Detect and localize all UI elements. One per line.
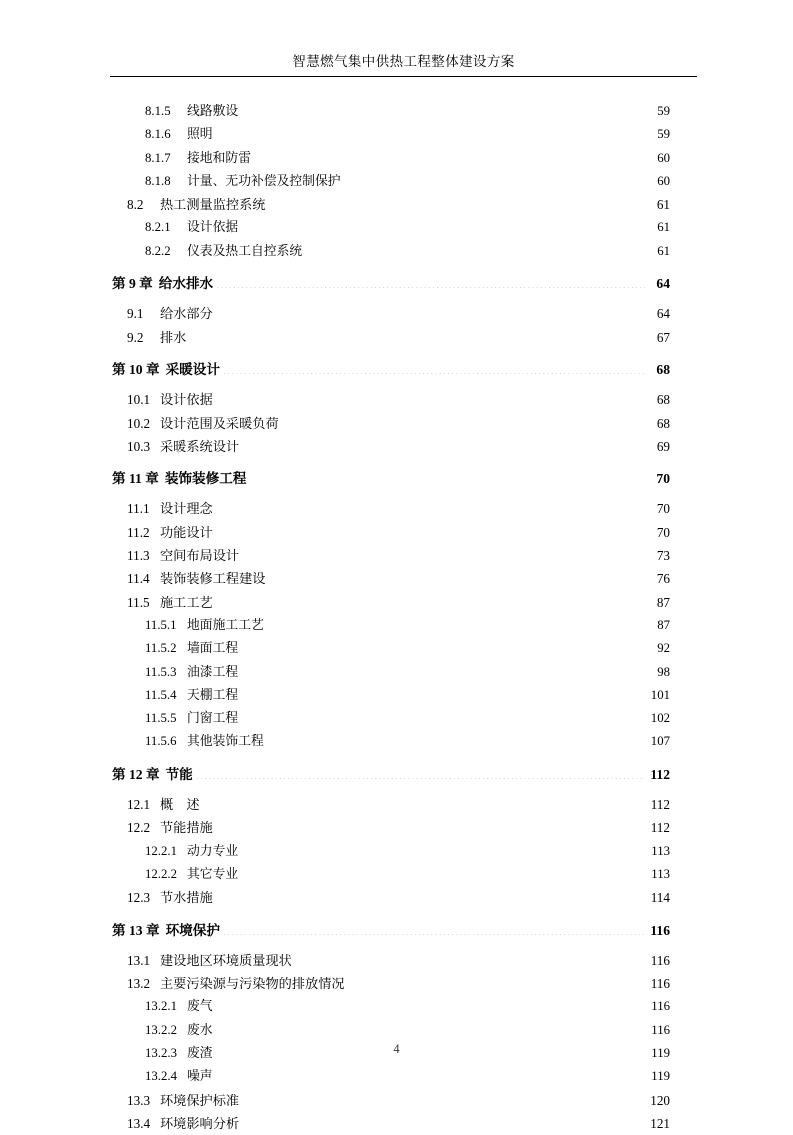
toc-entry-number: 8.2.1 — [145, 220, 171, 235]
toc-entry-label — [127, 567, 268, 590]
toc-entry-label — [145, 1019, 215, 1042]
toc-entry-label — [145, 863, 240, 886]
toc-dot-leader — [254, 149, 643, 162]
toc-entry-title: 其它专业 — [187, 866, 239, 881]
toc-entry-title: 设计理念 — [160, 501, 213, 517]
toc-entry-title: 给水排水 — [158, 276, 214, 292]
toc-entry-page-number: 76 — [656, 571, 670, 587]
toc-entry-label — [145, 123, 215, 146]
toc-entry-label — [127, 816, 215, 839]
toc-entry-page-number: 112 — [650, 820, 670, 836]
toc-entry-label — [112, 919, 222, 942]
toc-entry-title: 节能 — [165, 766, 193, 782]
toc-entry-label — [127, 1089, 241, 1112]
toc-entry-title: 环境影响分析 — [160, 1115, 240, 1131]
toc-entry-number: 13.4 — [127, 1115, 151, 1131]
toc-entry-title: 节水措施 — [160, 890, 213, 906]
toc-entry[interactable] — [0, 919, 793, 942]
toc-entry-number: 13.2.1 — [145, 999, 177, 1014]
toc-entry-label — [127, 388, 215, 411]
toc-entry-label — [127, 497, 215, 520]
toc-entry-title: 墙面工程 — [187, 641, 239, 656]
toc-entry-page-number: 113 — [651, 866, 670, 881]
toc-entry[interactable] — [0, 567, 793, 590]
toc-entry-number: 13.1 — [127, 952, 151, 968]
toc-dot-leader — [216, 126, 643, 139]
toc-dot-leader — [216, 819, 645, 832]
toc-entry-label — [127, 886, 215, 909]
toc-entry-page-number: 68 — [656, 415, 670, 431]
toc-entry-label — [127, 326, 188, 349]
toc-entry-label — [145, 995, 215, 1018]
toc-dot-leader — [269, 196, 646, 209]
toc-dot-leader — [242, 547, 645, 560]
toc-entry[interactable] — [0, 886, 793, 909]
toc-entry-number: 11.1 — [127, 501, 150, 517]
document-title: 智慧燃气集中供热工程整体建设方案 — [292, 54, 515, 69]
toc-entry[interactable] — [0, 1089, 793, 1112]
toc-dot-leader — [267, 616, 643, 629]
toc-entry-number: 12.2 — [127, 820, 151, 836]
toc-entry-page-number: 70 — [656, 501, 670, 517]
toc-entry-title: 线路敷设 — [187, 104, 239, 118]
toc-entry-page-number: 116 — [651, 1022, 670, 1037]
toc-entry-page-number: 114 — [650, 890, 670, 906]
toc-dot-leader — [282, 414, 645, 427]
toc-dot-leader — [242, 1091, 645, 1104]
toc-entry-page-number: 67 — [656, 329, 670, 345]
toc-entry-number: 第 10 章 — [112, 361, 160, 377]
toc-entry-label — [112, 467, 248, 490]
toc-entry-label — [145, 216, 240, 239]
toc-entry-page-number: 116 — [650, 922, 670, 938]
toc-dot-leader — [216, 889, 645, 902]
toc-entry[interactable] — [0, 467, 793, 490]
toc-dot-leader — [241, 865, 643, 878]
toc-dot-leader — [216, 500, 645, 513]
toc-entry-title: 门窗工程 — [187, 711, 239, 726]
toc-entry-number: 第 12 章 — [112, 766, 160, 782]
toc-entry-number: 9.1 — [127, 306, 144, 322]
toc-entry-number: 8.1.6 — [145, 127, 171, 142]
toc-entry-page-number: 60 — [657, 173, 670, 188]
toc-entry-label — [127, 302, 215, 325]
toc-entry-title: 地面施工工艺 — [187, 617, 264, 632]
toc-dot-leader — [216, 274, 645, 288]
toc-entry[interactable] — [0, 358, 793, 381]
toc-entry-page-number: 59 — [657, 104, 670, 118]
toc-entry[interactable] — [0, 521, 793, 544]
running-header — [110, 52, 697, 71]
toc-entry[interactable] — [0, 684, 793, 707]
toc-entry-title: 设计依据 — [187, 220, 239, 235]
toc-entry-page-number: 64 — [656, 276, 670, 292]
toc-entry-number: 第 9 章 — [112, 276, 153, 292]
toc-entry-title: 建设地区环境质量现状 — [160, 952, 292, 968]
toc-dot-leader — [242, 438, 645, 451]
toc-entry-page-number: 61 — [657, 220, 670, 235]
toc-entry[interactable] — [0, 1112, 793, 1135]
toc-dot-leader — [269, 570, 646, 583]
toc-entry[interactable] — [0, 591, 793, 614]
toc-entry[interactable] — [0, 435, 793, 458]
toc-dot-leader — [241, 219, 643, 232]
toc-entry-title: 计量、无功补偿及控制保护 — [187, 173, 341, 188]
toc-dot-leader — [241, 663, 643, 676]
toc-dot-leader — [241, 709, 643, 722]
toc-entry-page-number: 68 — [656, 361, 670, 377]
toc-entry-label — [145, 614, 266, 637]
toc-entry-title: 装饰装修工程 — [164, 471, 247, 487]
toc-entry-number: 10.2 — [127, 415, 151, 431]
toc-entry-page-number: 121 — [650, 1115, 670, 1131]
toc-dot-leader — [344, 172, 643, 185]
toc-entry[interactable] — [0, 840, 793, 863]
toc-entry[interactable] — [0, 995, 793, 1018]
toc-entry[interactable] — [0, 123, 793, 146]
toc-entry-title: 设计范围及采暖负荷 — [160, 415, 279, 431]
toc-entry-label — [145, 147, 253, 170]
toc-entry-page-number: 61 — [656, 197, 670, 213]
toc-entry[interactable] — [0, 972, 793, 995]
toc-entry[interactable] — [0, 1065, 793, 1088]
toc-entry[interactable] — [0, 637, 793, 660]
toc-entry-label — [127, 972, 347, 995]
toc-entry-number: 11.5 — [127, 594, 150, 610]
toc-entry-number: 10.3 — [127, 438, 151, 454]
toc-entry-title: 环境保护标准 — [160, 1092, 240, 1108]
toc-entry-page-number: 59 — [657, 127, 670, 142]
toc-dot-leader — [242, 1115, 645, 1128]
toc-entry-title: 节能措施 — [160, 820, 213, 836]
toc-entry-number: 11.2 — [127, 524, 150, 540]
toc-entry-number: 12.2.2 — [145, 866, 177, 881]
toc-dot-leader — [216, 524, 645, 537]
toc-entry-number: 10.1 — [127, 392, 151, 408]
toc-entry-label — [145, 707, 240, 730]
toc-entry-page-number: 120 — [650, 1092, 670, 1108]
toc-entry-number: 13.2 — [127, 976, 151, 992]
toc-entry-page-number: 116 — [650, 976, 670, 992]
toc-dot-leader — [348, 975, 645, 988]
toc-entry[interactable] — [0, 216, 793, 239]
toc-entry-label — [127, 193, 268, 216]
toc-entry-page-number: 112 — [650, 797, 670, 813]
toc-dot-leader — [241, 686, 643, 699]
toc-entry-page-number: 116 — [650, 952, 670, 968]
toc-entry-number: 11.5.3 — [145, 664, 177, 679]
toc-entry-label — [127, 1112, 241, 1135]
toc-entry-number: 12.3 — [127, 890, 151, 906]
toc-entry-page-number: 70 — [656, 471, 670, 487]
toc-entry-page-number: 119 — [651, 1069, 670, 1084]
toc-entry[interactable] — [0, 730, 793, 753]
toc-entry-title: 废气 — [187, 999, 213, 1014]
toc-entry-title: 接地和防雷 — [187, 150, 251, 165]
header-divider-rule — [110, 76, 697, 77]
toc-entry-title: 环境保护 — [165, 922, 220, 938]
toc-entry-label — [145, 1065, 215, 1088]
toc-entry-label — [145, 661, 240, 684]
toc-entry-number: 8.2 — [127, 197, 144, 213]
toc-entry-number: 11.4 — [127, 571, 150, 587]
toc-entry-page-number: 69 — [656, 438, 670, 454]
toc-entry[interactable] — [0, 326, 793, 349]
toc-entry-page-number: 102 — [650, 711, 670, 726]
toc-entry-label — [112, 358, 222, 381]
toc-dot-leader — [196, 765, 645, 779]
toc-dot-leader — [223, 360, 645, 374]
toc-entry-title: 其他装饰工程 — [187, 734, 264, 749]
toc-entry[interactable] — [0, 816, 793, 839]
toc-entry-number: 11.5.6 — [145, 734, 177, 749]
toc-entry-title: 油漆工程 — [187, 664, 239, 679]
toc-dot-leader — [216, 998, 643, 1011]
toc-entry[interactable] — [0, 240, 793, 263]
toc-dot-leader — [189, 328, 645, 341]
toc-entry-title: 给水部分 — [160, 306, 213, 322]
toc-entry-title: 概 述 — [160, 797, 200, 813]
toc-dot-leader — [241, 842, 643, 855]
toc-entry-page-number: 119 — [651, 1045, 670, 1060]
toc-entry-number: 11.5.1 — [145, 617, 177, 632]
toc-entry-page-number: 73 — [656, 548, 670, 564]
toc-entry-label — [145, 730, 266, 753]
toc-entry-page-number: 113 — [651, 843, 670, 858]
toc-entry[interactable] — [0, 100, 793, 123]
toc-entry-page-number: 116 — [651, 999, 670, 1014]
toc-entry-title: 天棚工程 — [187, 687, 239, 702]
toc-entry-number: 9.2 — [127, 329, 144, 345]
page-footer — [0, 1040, 793, 1058]
toc-entry-page-number: 60 — [657, 150, 670, 165]
toc-entry-label — [145, 684, 240, 707]
toc-entry[interactable] — [0, 793, 793, 816]
toc-entry[interactable] — [0, 544, 793, 567]
toc-entry-page-number: 70 — [656, 524, 670, 540]
toc-dot-leader — [216, 305, 645, 318]
toc-dot-leader — [216, 593, 645, 606]
toc-entry-title: 采暖系统设计 — [160, 438, 240, 454]
toc-entry-label — [145, 637, 240, 660]
toc-entry[interactable] — [0, 302, 793, 325]
toc-entry-number: 11.5.2 — [145, 641, 177, 656]
toc-entry-number: 13.2.4 — [145, 1069, 177, 1084]
toc-entry-number: 11.5.5 — [145, 711, 177, 726]
toc-entry[interactable] — [0, 388, 793, 411]
toc-entry-label — [127, 521, 215, 544]
toc-entry-label — [127, 544, 241, 567]
toc-entry-page-number: 64 — [656, 306, 670, 322]
toc-entry-label — [127, 412, 281, 435]
toc-entry-label — [145, 240, 304, 263]
toc-entry-number: 13.3 — [127, 1092, 151, 1108]
toc-entry-title: 施工工艺 — [160, 594, 213, 610]
toc-dot-leader — [241, 102, 643, 115]
toc-entry-page-number: 98 — [657, 664, 670, 679]
toc-entry-page-number: 112 — [650, 766, 670, 782]
toc-entry-label — [145, 170, 343, 193]
toc-entry-title: 设计依据 — [160, 392, 213, 408]
toc-entry-title: 仪表及热工自控系统 — [187, 243, 303, 258]
toc-entry[interactable] — [0, 661, 793, 684]
toc-dot-leader — [295, 952, 645, 965]
toc-entry[interactable] — [0, 272, 793, 295]
toc-dot-leader — [203, 796, 645, 809]
toc-entry-page-number: 61 — [657, 243, 670, 258]
toc-entry-number: 第 13 章 — [112, 922, 160, 938]
toc-entry-label — [127, 793, 202, 816]
toc-entry-page-number: 92 — [657, 641, 670, 656]
toc-entry-title: 照明 — [187, 127, 213, 142]
toc-entry-title: 主要污染源与污染物的排放情况 — [160, 976, 345, 992]
toc-entry-title: 排水 — [160, 329, 187, 345]
toc-entry-number: 13.2.3 — [145, 1045, 177, 1060]
toc-dot-leader — [216, 1067, 643, 1080]
toc-entry-number: 8.2.2 — [145, 243, 171, 258]
toc-entry-number: 8.1.5 — [145, 104, 171, 118]
toc-entry-label — [127, 949, 294, 972]
toc-entry-label — [145, 840, 240, 863]
toc-dot-leader — [267, 733, 643, 746]
footer-page-number: 4 — [393, 1042, 400, 1056]
toc-entry-label — [112, 763, 195, 786]
toc-entry-title: 废水 — [187, 1022, 213, 1037]
toc-entry[interactable] — [0, 614, 793, 637]
toc-entry-number: 12.2.1 — [145, 843, 177, 858]
toc-entry[interactable] — [0, 147, 793, 170]
toc-entry-title: 采暖设计 — [165, 361, 220, 377]
toc-entry-title: 空间布局设计 — [160, 548, 240, 564]
toc-entry[interactable] — [0, 863, 793, 886]
toc-dot-leader — [216, 1021, 643, 1034]
toc-dot-leader — [223, 921, 645, 935]
toc-entry[interactable] — [0, 763, 793, 786]
toc-entry-label — [145, 100, 240, 123]
toc-entry-label — [112, 272, 215, 295]
toc-dot-leader — [305, 242, 643, 255]
toc-entry-number: 12.1 — [127, 797, 151, 813]
table-of-contents — [0, 100, 793, 1135]
toc-entry[interactable] — [0, 707, 793, 730]
toc-entry-number: 11.5.4 — [145, 687, 177, 702]
toc-entry[interactable] — [0, 412, 793, 435]
toc-entry-number: 8.1.7 — [145, 150, 171, 165]
toc-entry[interactable] — [0, 497, 793, 520]
toc-entry-page-number: 87 — [657, 617, 670, 632]
toc-entry-title: 废渣 — [187, 1045, 213, 1060]
toc-dot-leader — [216, 391, 645, 404]
toc-entry-number: 第 11 章 — [112, 471, 159, 487]
toc-entry-page-number: 87 — [656, 594, 670, 610]
toc-entry-label — [127, 591, 215, 614]
toc-entry[interactable] — [0, 1019, 793, 1042]
toc-entry-title: 热工测量监控系统 — [160, 197, 266, 213]
toc-dot-leader — [249, 470, 645, 484]
toc-entry-title: 动力专业 — [187, 843, 239, 858]
toc-entry-title: 噪声 — [187, 1069, 213, 1084]
toc-entry[interactable] — [0, 170, 793, 193]
toc-entry-number: 13.2.2 — [145, 1022, 177, 1037]
toc-entry-page-number: 107 — [650, 734, 670, 749]
toc-entry-page-number: 68 — [656, 392, 670, 408]
toc-entry[interactable] — [0, 193, 793, 216]
toc-dot-leader — [241, 639, 643, 652]
toc-entry[interactable] — [0, 949, 793, 972]
toc-entry-number: 11.3 — [127, 548, 150, 564]
toc-entry-number: 8.1.8 — [145, 173, 171, 188]
toc-entry-page-number: 101 — [650, 687, 670, 702]
toc-entry-title: 功能设计 — [160, 524, 213, 540]
toc-entry-label — [127, 435, 241, 458]
toc-entry-title: 装饰装修工程建设 — [160, 571, 266, 587]
